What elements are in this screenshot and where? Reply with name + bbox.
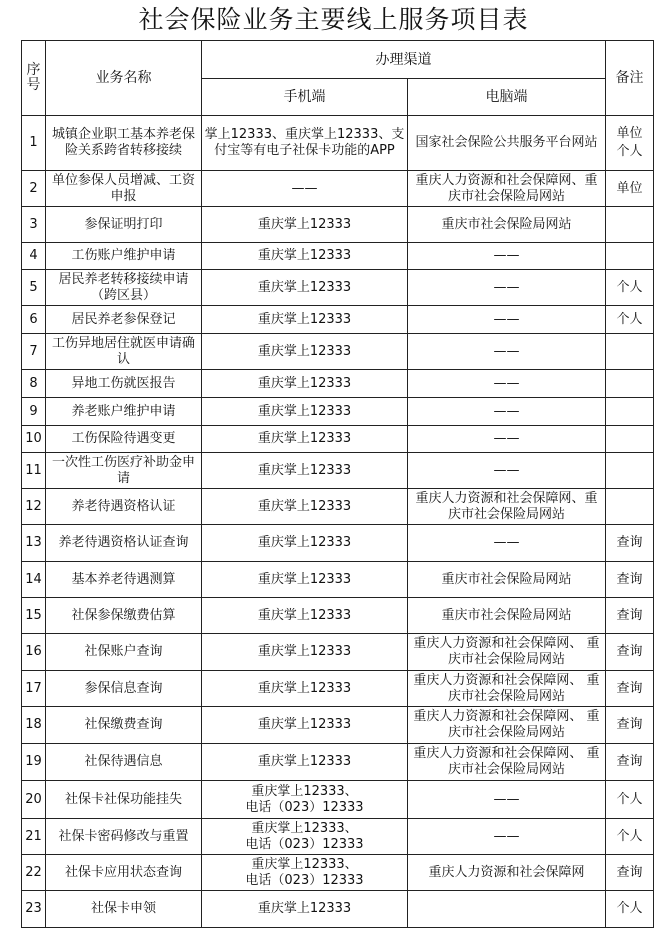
row-number: 18: [22, 707, 46, 744]
row-pc-channel: 重庆人力资源和社会保障网、重庆市社会保险局网站: [408, 489, 606, 525]
row-number: 14: [22, 562, 46, 598]
row-mobile-channel: 重庆掌上12333: [202, 489, 408, 525]
row-service-name: 参保证明打印: [46, 207, 202, 243]
row-note: 个人: [606, 819, 654, 855]
row-note: 查询: [606, 634, 654, 671]
row-number: 1: [22, 116, 46, 171]
row-number: 6: [22, 306, 46, 334]
row-note: 查询: [606, 562, 654, 598]
row-pc-channel: ——: [408, 398, 606, 426]
row-pc-channel: 重庆人力资源和社会保障网、 重庆市社会保险局网站: [408, 671, 606, 707]
table-row: [22, 207, 654, 243]
table-row: [22, 489, 654, 525]
row-mobile-channel: 重庆掌上12333、 电话（023）12333: [202, 819, 408, 855]
row-number: 16: [22, 634, 46, 671]
row-service-name: 居民养老转移接续申请（跨区县）: [46, 270, 202, 306]
row-service-name: 工伤异地居住就医申请确认: [46, 334, 202, 370]
row-pc-channel: 国家社会保险公共服务平台网站: [408, 116, 606, 171]
services-table: [21, 40, 654, 928]
row-pc-channel: ——: [408, 243, 606, 270]
table-row: [22, 562, 654, 598]
row-note: 查询: [606, 671, 654, 707]
row-number: 15: [22, 598, 46, 634]
row-note: 个人: [606, 270, 654, 306]
row-pc-channel: ——: [408, 525, 606, 562]
row-mobile-channel: 重庆掌上12333: [202, 525, 408, 562]
row-service-name: 社保待遇信息: [46, 744, 202, 781]
row-number: 4: [22, 243, 46, 270]
header-mobile: 手机端: [202, 79, 408, 116]
table-row: [22, 370, 654, 398]
row-mobile-channel: 重庆掌上12333: [202, 306, 408, 334]
row-pc-channel: ——: [408, 819, 606, 855]
table-row: [22, 707, 654, 744]
row-pc-channel: ——: [408, 781, 606, 819]
row-service-name: 单位参保人员增减、工资申报: [46, 171, 202, 207]
row-service-name: 养老账户维护申请: [46, 398, 202, 426]
row-pc-channel: 重庆市社会保险局网站: [408, 562, 606, 598]
row-number: 3: [22, 207, 46, 243]
row-note: 查询: [606, 855, 654, 891]
row-number: 21: [22, 819, 46, 855]
row-pc-channel: 重庆人力资源和社会保障网、 重庆市社会保险局网站: [408, 634, 606, 671]
row-note: 查询: [606, 744, 654, 781]
row-mobile-channel: 重庆掌上12333: [202, 270, 408, 306]
row-note: 个人: [606, 891, 654, 928]
table-row: [22, 398, 654, 426]
row-pc-channel: ——: [408, 306, 606, 334]
row-number: 22: [22, 855, 46, 891]
row-pc-channel: ——: [408, 426, 606, 453]
row-note: [606, 426, 654, 453]
row-number: 9: [22, 398, 46, 426]
row-mobile-channel: 重庆掌上12333: [202, 207, 408, 243]
row-mobile-channel: 重庆掌上12333: [202, 453, 408, 489]
row-pc-channel: ——: [408, 370, 606, 398]
row-pc-channel: ——: [408, 453, 606, 489]
header-channel: 办理渠道: [202, 41, 606, 79]
table-row: [22, 334, 654, 370]
row-note: [606, 334, 654, 370]
table-row: [22, 243, 654, 270]
row-service-name: 养老待遇资格认证查询: [46, 525, 202, 562]
row-mobile-channel: 重庆掌上12333: [202, 426, 408, 453]
header-pc: 电脑端: [408, 79, 606, 116]
row-mobile-channel: 重庆掌上12333: [202, 707, 408, 744]
row-pc-channel: 重庆人力资源和社会保障网、 重庆市社会保险局网站: [408, 707, 606, 744]
row-service-name: 一次性工伤医疗补助金申请: [46, 453, 202, 489]
row-mobile-channel: 重庆掌上12333: [202, 671, 408, 707]
row-pc-channel: 重庆市社会保险局网站: [408, 207, 606, 243]
row-note: 查询: [606, 598, 654, 634]
row-note: 查询: [606, 525, 654, 562]
table-row: [22, 306, 654, 334]
row-service-name: 居民养老参保登记: [46, 306, 202, 334]
row-number: 2: [22, 171, 46, 207]
table-row: [22, 781, 654, 819]
page-title: 社会保险业务主要线上服务项目表: [138, 5, 529, 34]
row-service-name: 社保卡密码修改与重置: [46, 819, 202, 855]
row-note: 查询: [606, 707, 654, 744]
row-number: 17: [22, 671, 46, 707]
table-row: [22, 270, 654, 306]
table-row: [22, 819, 654, 855]
table-row: [22, 855, 654, 891]
row-mobile-channel: 重庆掌上12333: [202, 634, 408, 671]
row-note: 单位 个人: [606, 116, 654, 171]
row-number: 11: [22, 453, 46, 489]
row-service-name: 社保卡申领: [46, 891, 202, 928]
table-row: [22, 525, 654, 562]
row-mobile-channel: 重庆掌上12333: [202, 370, 408, 398]
row-note: 单位: [606, 171, 654, 207]
row-mobile-channel: 重庆掌上12333: [202, 243, 408, 270]
row-pc-channel: [408, 891, 606, 928]
row-note: [606, 370, 654, 398]
row-number: 10: [22, 426, 46, 453]
row-note: [606, 489, 654, 525]
row-service-name: 社保账户查询: [46, 634, 202, 671]
row-number: 19: [22, 744, 46, 781]
row-service-name: 社保参保缴费估算: [46, 598, 202, 634]
row-service-name: 城镇企业职工基本养老保险关系跨省转移接续: [46, 116, 202, 171]
row-pc-channel: 重庆人力资源和社会保障网: [408, 855, 606, 891]
row-note: [606, 207, 654, 243]
row-mobile-channel: 重庆掌上12333: [202, 334, 408, 370]
table-row: [22, 744, 654, 781]
row-pc-channel: 重庆人力资源和社会保障网、 重庆市社会保险局网站: [408, 744, 606, 781]
row-mobile-channel: 重庆掌上12333: [202, 891, 408, 928]
row-number: 20: [22, 781, 46, 819]
row-pc-channel: ——: [408, 270, 606, 306]
row-service-name: 社保卡应用状态查询: [46, 855, 202, 891]
table-row: [22, 426, 654, 453]
row-note: [606, 398, 654, 426]
table-row: [22, 116, 654, 171]
row-mobile-channel: 重庆掌上12333: [202, 562, 408, 598]
row-service-name: 社保卡社保功能挂失: [46, 781, 202, 819]
row-number: 8: [22, 370, 46, 398]
row-pc-channel: 重庆市社会保险局网站: [408, 598, 606, 634]
row-mobile-channel: 重庆掌上12333: [202, 398, 408, 426]
row-note: [606, 243, 654, 270]
row-mobile-channel: ——: [202, 171, 408, 207]
row-mobile-channel: 重庆掌上12333、 电话（023）12333: [202, 781, 408, 819]
row-number: 13: [22, 525, 46, 562]
row-service-name: 工伤账户维护申请: [46, 243, 202, 270]
header-note: 备注: [606, 41, 654, 116]
row-mobile-channel: 重庆掌上12333: [202, 598, 408, 634]
row-mobile-channel: 重庆掌上12333: [202, 744, 408, 781]
row-pc-channel: 重庆人力资源和社会保障网、重庆市社会保险局网站: [408, 171, 606, 207]
row-note: 个人: [606, 781, 654, 819]
row-number: 23: [22, 891, 46, 928]
row-pc-channel: ——: [408, 334, 606, 370]
row-service-name: 基本养老待遇测算: [46, 562, 202, 598]
table-row: [22, 891, 654, 928]
row-number: 12: [22, 489, 46, 525]
row-mobile-channel: 重庆掌上12333、 电话（023）12333: [202, 855, 408, 891]
row-number: 7: [22, 334, 46, 370]
row-mobile-channel: 掌上12333、重庆掌上12333、支付宝等有电子社保卡功能的APP: [202, 116, 408, 171]
row-note: 个人: [606, 306, 654, 334]
header-no: 序号: [22, 41, 46, 116]
table-row: [22, 171, 654, 207]
table-row: [22, 598, 654, 634]
row-service-name: 社保缴费查询: [46, 707, 202, 744]
header-name: 业务名称: [46, 41, 202, 116]
row-service-name: 养老待遇资格认证: [46, 489, 202, 525]
table-row: [22, 671, 654, 707]
row-service-name: 异地工伤就医报告: [46, 370, 202, 398]
row-service-name: 参保信息查询: [46, 671, 202, 707]
row-number: 5: [22, 270, 46, 306]
row-note: [606, 453, 654, 489]
row-service-name: 工伤保险待遇变更: [46, 426, 202, 453]
table-row: [22, 634, 654, 671]
table-row: [22, 453, 654, 489]
